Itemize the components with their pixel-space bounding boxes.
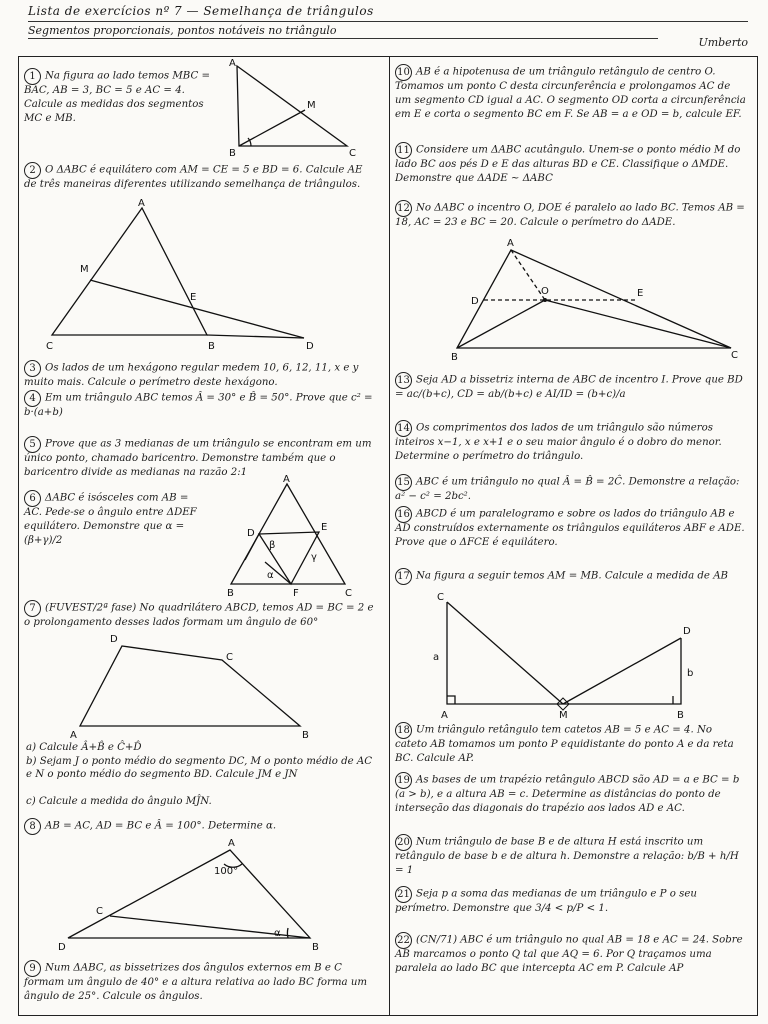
fig12-label-e: E	[637, 288, 644, 299]
question-19	[395, 772, 747, 817]
question-number: 10	[395, 64, 412, 81]
question-22	[395, 932, 747, 977]
question-number: 15	[395, 474, 412, 491]
question-text: Na figura ao lado temos MBC = BAC, AB = 3, BC = 5 e AC = 4. Calcule as medidas dos segmentos MC e MB.	[24, 70, 211, 124]
question-text: ABCD é um paralelogramo e sobre os lados do triângulo AB e AD construídos externamente os triângulos equiláteros ABF e ADE. Prove que o ΔFCE é equilátero.	[395, 508, 745, 548]
fig17-label-m: M	[559, 710, 568, 721]
question-number: 6	[24, 490, 41, 507]
fig12-label-a: A	[507, 238, 514, 249]
question-number: 7	[24, 600, 41, 617]
fig6-label-gamma: γ	[311, 552, 317, 563]
fig6-label-e: E	[321, 522, 328, 533]
fig7-label-d: D	[110, 634, 118, 645]
worksheet-subtitle: Segmentos proporcionais, pontos notáveis no triângulo	[28, 24, 337, 37]
fig6-label-c: C	[345, 588, 352, 599]
question-16	[395, 506, 747, 551]
fig17-label-c: C	[437, 592, 444, 603]
fig12-label-d: D	[471, 296, 479, 307]
question-text: Prove que as 3 medianas de um triângulo se encontram em um único ponto, chamado baricentro. Demonstre também que o baricentro divide as medianas na razão 2:1	[24, 438, 372, 478]
question-text: AB = AC, AD = BC e Â = 100°. Determine α.	[45, 820, 277, 832]
question-number: 21	[395, 886, 412, 903]
question-number: 18	[395, 722, 412, 739]
question-text: Na figura a seguir temos AM = MB. Calcule a medida de AB	[416, 570, 729, 582]
fig17-label-a-side: a	[433, 652, 440, 663]
question-8	[24, 818, 374, 835]
fig8-label-d: D	[58, 942, 66, 953]
question-13	[395, 372, 747, 403]
fig2-label-a: A	[138, 198, 145, 209]
header-rule	[28, 21, 748, 22]
q7-item-c: c) Calcule a medida do ângulo MĴN.	[26, 796, 212, 807]
fig7-label-b: B	[302, 730, 309, 741]
question-number: 12	[395, 200, 412, 217]
question-text: As bases de um trapézio retângulo ABCD são AD = a e BC = b (a > b), e a altura AB = c. Determine as distâncias do ponto de interseção das diagonais do trapézio aos lados AD e AC.	[395, 774, 740, 814]
q7-item-b: b) Sejam J o ponto médio do segmento DC, M o ponto médio de AC e N o ponto médio do segmento BD. Calcule JM e JN	[26, 756, 373, 780]
fig6-label-a: A	[283, 474, 290, 485]
question-3	[24, 360, 374, 391]
figure-17	[421, 594, 711, 720]
question-text: AB é a hipotenusa de um triângulo retângulo de centro O. Tomamos um ponto C desta circunferência e prolongamos AC de um segmento CD igual a AC. O segmento OD corta a circunferência em E e corta o segmento BC em F. Se AB = a e OD = b, calcule EF.	[395, 66, 746, 120]
fig6-label-f: F	[293, 588, 299, 599]
fig2-label-e: E	[190, 292, 197, 303]
question-number: 22	[395, 932, 412, 949]
figure-8	[52, 838, 332, 953]
fig2-label-b: B	[208, 341, 215, 352]
question-text: O ΔABC é equilátero com AM = CE = 5 e BD = 6. Calcule AE de três maneiras diferentes utilizando semelhança de triângulos.	[24, 164, 363, 190]
question-number: 4	[24, 390, 41, 407]
question-number: 11	[395, 142, 412, 159]
fig12-label-b: B	[451, 352, 458, 363]
question-text: Os lados de um hexágono regular medem 10, 6, 12, 11, x e y muito mais. Calcule o perímetro deste hexágono.	[24, 362, 359, 388]
question-text: (FUVEST/2ª fase) No quadrilátero ABCD, temos AD = BC = 2 e o prolongamento desses lados formam um ângulo de 60°	[24, 602, 374, 628]
question-text: Em um triângulo ABC temos Â = 30° e B̂ = 50°. Prove que c² = b·(a+b)	[24, 392, 373, 418]
fig8-label-b: B	[312, 942, 319, 953]
fig1-label-m: M	[307, 100, 316, 111]
question-6	[24, 490, 206, 548]
question-18	[395, 722, 747, 767]
question-14	[395, 420, 747, 465]
question-12	[395, 200, 747, 231]
question-number: 17	[395, 568, 412, 585]
question-4	[24, 390, 374, 421]
question-17	[395, 568, 747, 585]
fig12-label-o: O	[541, 286, 549, 297]
question-number: 13	[395, 372, 412, 389]
question-number: 1	[24, 68, 41, 85]
question-1	[24, 68, 220, 126]
question-number: 16	[395, 506, 412, 523]
question-15	[395, 474, 747, 505]
question-7	[24, 600, 374, 631]
question-text: (CN/71) ABC é um triângulo no qual AB = 18 e AC = 24. Sobre AB marcamos o ponto Q tal que AQ = 6. Por Q traçamos uma paralela ao lado BC que intercepta AC em P. Calcule AP	[395, 934, 743, 974]
fig17-label-d: D	[683, 626, 691, 637]
question-5	[24, 436, 374, 481]
question-10	[395, 64, 747, 122]
question-number: 2	[24, 162, 41, 179]
fig8-angle-alpha: α	[274, 928, 281, 939]
fig6-label-d: D	[247, 528, 255, 539]
author-signature: Umberto	[698, 36, 748, 49]
question-text: Seja p a soma das medianas de um triângulo e P o seu perímetro. Demonstre que 3/4 < p/P < 1.	[395, 888, 697, 914]
question-2	[24, 162, 374, 193]
question-number: 19	[395, 772, 412, 789]
figure-7	[62, 634, 322, 741]
question-number: 14	[395, 420, 412, 437]
question-21	[395, 886, 747, 917]
fig2-label-d: D	[306, 341, 314, 352]
fig8-label-c: C	[96, 906, 103, 917]
q7-item-a: a) Calcule Â+B̂ e Ĉ+D̂	[26, 742, 142, 753]
fig2-label-m: M	[80, 264, 89, 275]
question-number: 8	[24, 818, 41, 835]
fig8-label-a: A	[228, 838, 235, 849]
fig6-label-beta: β	[269, 540, 276, 551]
worksheet-title: Lista de exercícios nº 7 — Semelhança de triângulos	[28, 4, 374, 18]
figure-2	[42, 200, 342, 350]
question-number: 9	[24, 960, 41, 977]
header-rule	[28, 38, 658, 39]
question-text: Os comprimentos dos lados de um triângulo são números inteiros x−1, x e x+1 e o seu maior ângulo é o dobro do menor. Determine o perímetro do triângulo.	[395, 422, 722, 462]
figure-1	[227, 58, 367, 159]
fig17-label-b: B	[677, 710, 684, 721]
question-20	[395, 834, 747, 879]
fig7-label-a: A	[70, 730, 77, 741]
fig12-label-c: C	[731, 350, 738, 361]
question-text: Seja AD a bissetriz interna de ABC de incentro I. Prove que BD = ac/(b+c), CD = ab/(b+c) e AI/ID = (b+c)/a	[395, 374, 743, 400]
worksheet-header	[28, 2, 748, 48]
fig17-label-b-side: b	[687, 668, 694, 679]
question-number: 5	[24, 436, 41, 453]
question-text: No ΔABC o incentro O, DOE é paralelo ao lado BC. Temos AB = 18, AC = 23 e BC = 20. Calcule o perímetro do ΔADE.	[395, 202, 745, 228]
fig1-label-a: A	[229, 58, 236, 69]
question-text: Num ΔABC, as bissetrizes dos ângulos externos em B e C formam um ângulo de 40° e a altura relativa ao lado BC forma um ângulo de 25°. Calcule os ângulos.	[24, 962, 368, 1002]
question-text: Considere um ΔABC acutângulo. Unem-se o ponto médio M do lado BC aos pés D e E das alturas BD e CE. Classifique o ΔMDE. Demonstre que ΔADE ~ ΔABC	[395, 144, 741, 184]
question-number: 3	[24, 360, 41, 377]
fig2-label-c: C	[46, 341, 53, 352]
fig7-label-c: C	[226, 652, 233, 663]
question-text: Num triângulo de base B e de altura H está inscrito um retângulo de base b e de altura h. Demonstre a relação: b/B + h/H = 1	[395, 836, 739, 876]
fig1-label-b: B	[229, 148, 236, 159]
fig6-label-b: B	[227, 588, 234, 599]
figure-12	[451, 238, 741, 363]
fig8-angle-100: 100°	[214, 866, 239, 877]
figure-6	[227, 474, 367, 599]
fig17-label-a: A	[441, 710, 448, 721]
question-number: 20	[395, 834, 412, 851]
fig6-label-alpha: α	[267, 570, 274, 581]
question-9	[24, 960, 374, 1005]
question-text: Um triângulo retângulo tem catetos AB = 5 e AC = 4. No cateto AB tomamos um ponto P equidistante do ponto A e da reta BC. Calcule AP.	[395, 724, 734, 764]
column-divider	[389, 56, 390, 1016]
question-text: ΔABC é isósceles com AB = AC. Pede-se o ângulo entre ΔDEF equilátero. Demonstre que α = (β+γ)/2	[24, 492, 197, 546]
fig1-label-c: C	[349, 148, 356, 159]
question-11	[395, 142, 747, 187]
question-text: ABC é um triângulo no qual Â = B̂ = 2Ĉ. Demonstre a relação: a² − c² = 2bc².	[395, 476, 740, 502]
